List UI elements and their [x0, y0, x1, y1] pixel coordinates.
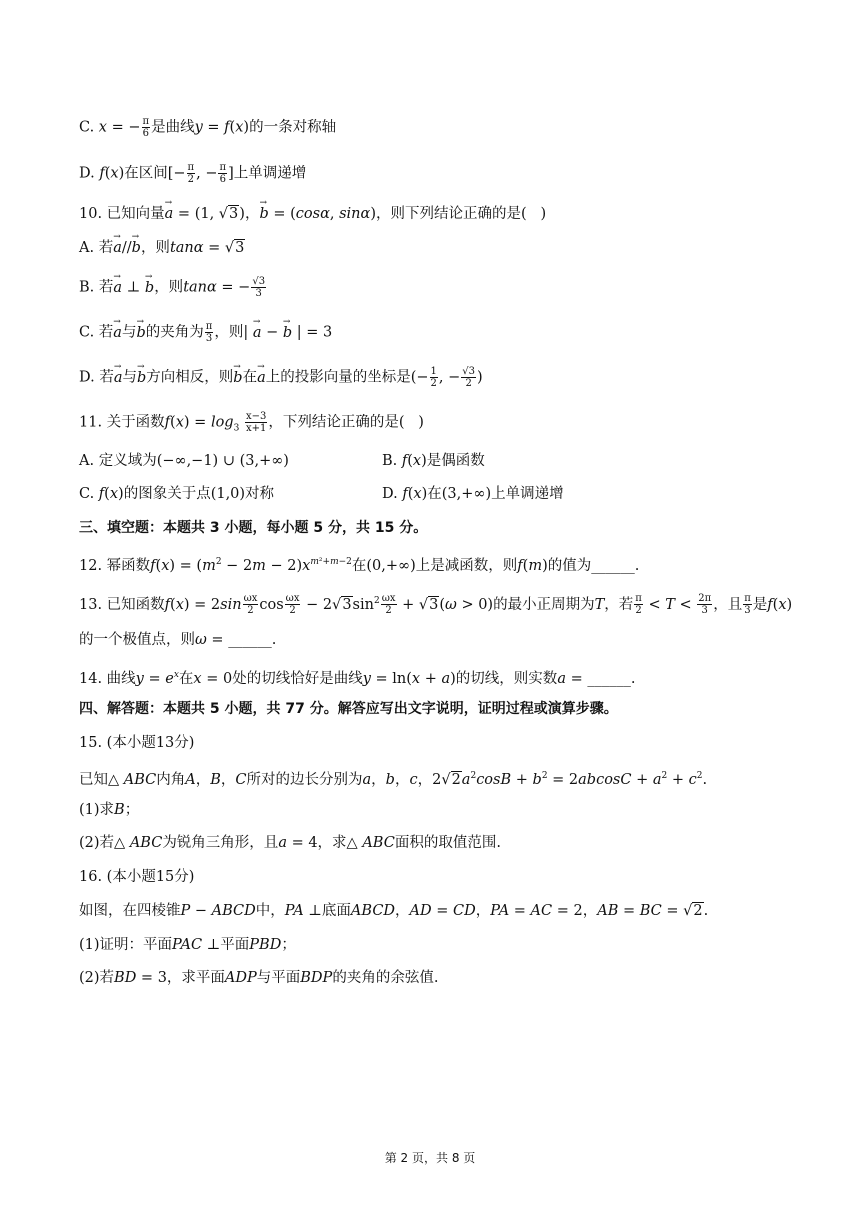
q16-part-1: (1)证明：平面PAC ⊥平面PBD； [79, 937, 296, 953]
q15-stem: 已知△ ABC内角A，B，C所对的边长分别为a，b，c，$2√2a^2\cos B + b^2 = 2abcosC + a^2 + c^2$. [79, 771, 708, 788]
section-3-heading: 三、填空题：本题共 3 小题，每小题 5 分，共 15 分。 [79, 520, 428, 536]
q11-option-b: B. f(x)是偶函数 [382, 453, 485, 469]
q10-option-d: D. 若→ a与→ b方向相反，则→ b在→ a上的投影向量的坐标是(− $\frac{1}{2}$ , − $\frac{√3}{2}$ ) [79, 366, 483, 389]
q11-option-a: A. 定义域为(−∞,−1) ∪ (3,+∞) [79, 453, 289, 469]
q10-stem: 10. 已知向量→ a = (1, √3)，→ b = (cosα, sinα)，则下列结论正确的是( ) [79, 204, 546, 224]
q10-option-b: B. 若→ a ⊥ → b，则tanα = − $\frac{√3}{3}$ [79, 276, 267, 299]
q13-line-2: 的一个极值点，则ω = ______. [79, 632, 277, 648]
section-4-heading: 四、解答题：本题共 5 小题，共 77 分。解答应写出文字说明，证明过程或演算步骤。 [79, 701, 618, 717]
q9-option-c: C. x = − $\frac{\pi}{6}$ 是曲线y = f(x)的一条对称轴 [79, 116, 337, 139]
q12-question: 12. 幂函数$f(x) = (m^2 - 2m - 2)x^{m^2+m-2}$在(0,+∞)上是减函数，则f(m)的值为______. [79, 557, 640, 574]
q11-stem: 11. 关于函数$f(x) = \log_3$ $\frac{x-3}{x+1}$ ，下列结论正确的是( ) [79, 411, 424, 434]
q14-question: 14. 曲线$y = e^x$在x = 0处的切线恰好是曲线y = ln(x + a)的切线，则实数a = ______. [79, 670, 636, 687]
q15-part-2: (2)若△ ABC为锐角三角形，且a = 4，求△ ABC面积的取值范围. [79, 835, 501, 851]
q11-option-d: D. f(x)在(3,+∞)上单调递增 [382, 486, 564, 502]
q16-header: 16. (本小题15分) [79, 869, 195, 885]
q13-line-1: 13. 已知函数f(x) = 2sin $\frac{\omega x}{2}$ cos $\frac{\omega x}{2}$ − $2√3\sin^2$ $\frac{\omega x}{2}$ + √3(ω > 0)的最小正周期为T，若 $\frac{\pi}{2}$ < T < $\frac{2\pi}{3}$ ，且 $\frac{\pi}{3}$ 是f(x) [79, 593, 793, 617]
q16-part-2: (2)若BD = 3，求平面ADP与平面BDP的夹角的余弦值. [79, 970, 439, 986]
q11-option-c: C. f(x)的图象关于点(1,0)对称 [79, 486, 275, 502]
q15-part-1: (1)求B； [79, 802, 140, 818]
q16-stem: 如图，在四棱锥P − ABCD中，PA ⊥底面ABCD，AD = CD，PA = AC = 2，AB = BC = √2. [79, 903, 709, 919]
q10-option-a: A. 若→ a//→ b，则tanα = √3 [79, 238, 245, 258]
q9-option-d: D. f(x)在区间[− $\frac{\pi}{2}$ , − $\frac{\pi}{6}$ ]上单调递增 [79, 162, 307, 185]
page-footer: 第 2 页，共 8 页 [384, 1151, 476, 1165]
q15-header: 15. (本小题13分) [79, 735, 195, 751]
q10-option-c: C. 若→ a与→ b的夹角为 $\frac{\pi}{3}$ ，则| → a − → b | = 3 [79, 321, 332, 344]
